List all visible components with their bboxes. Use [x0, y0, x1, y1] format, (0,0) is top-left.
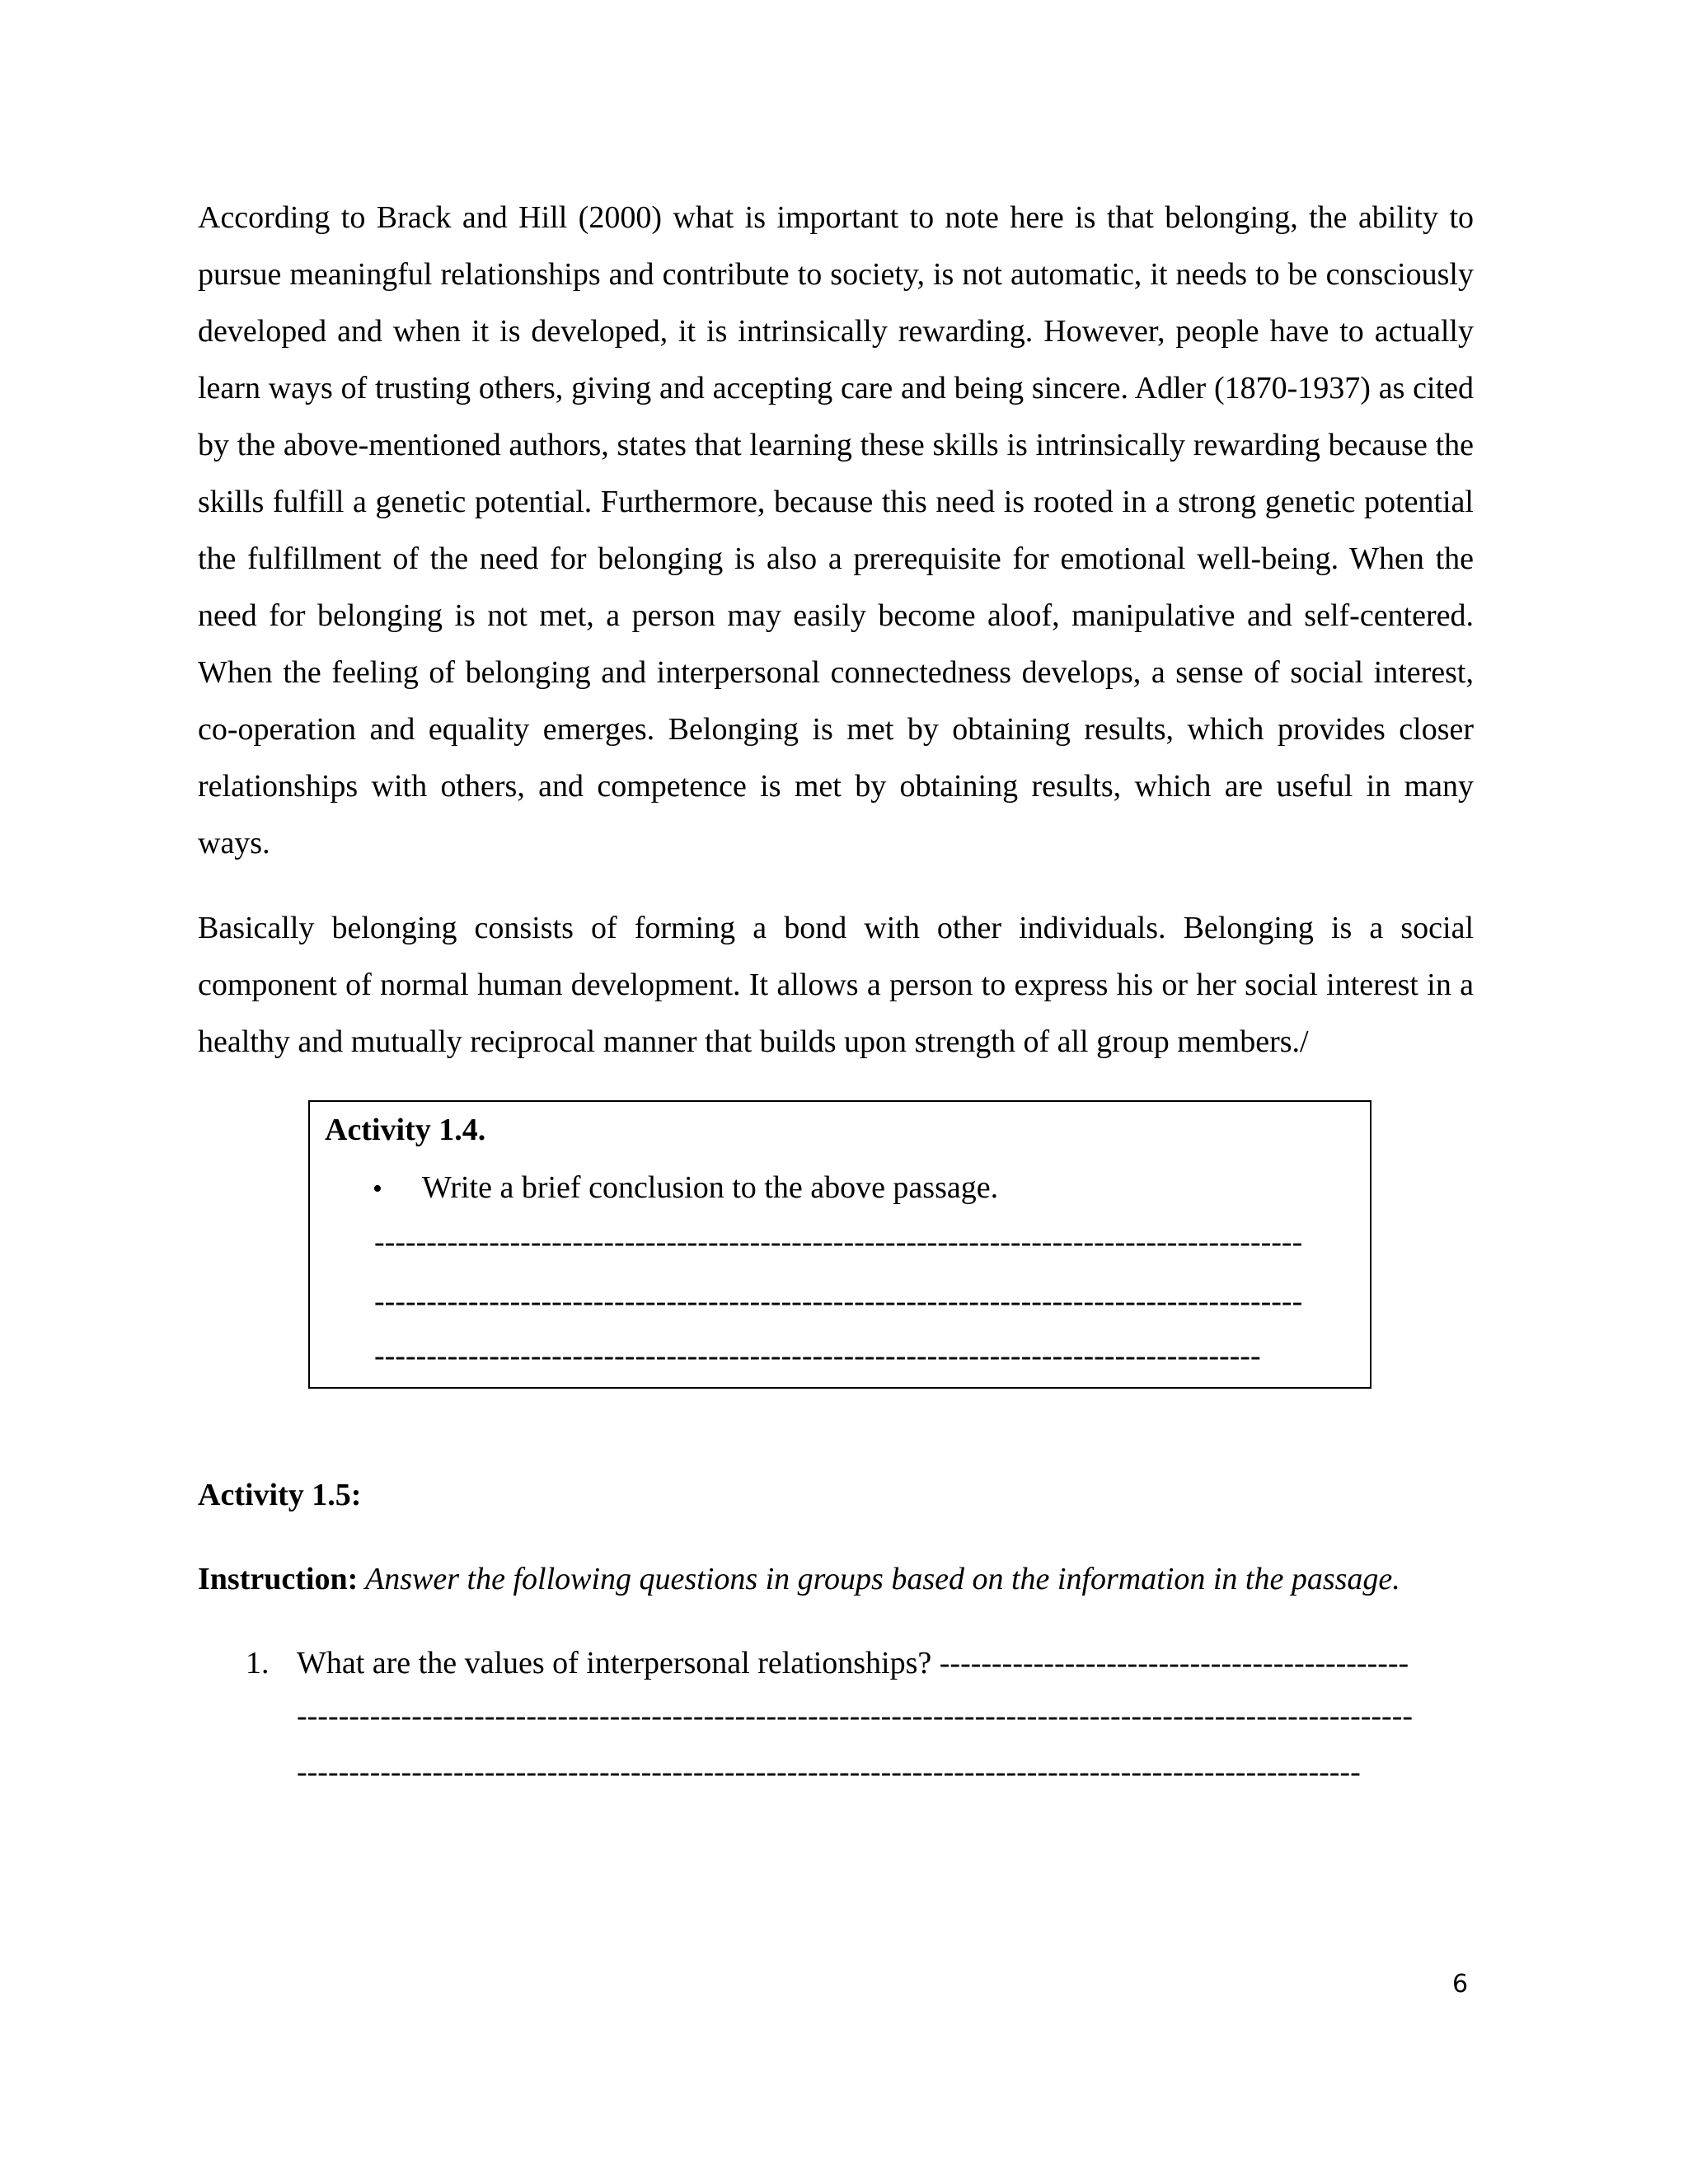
question-text: What are the values of interpersonal relationships? --------------------------------------------- — [297, 1646, 1409, 1680]
bullet-icon: • — [373, 1174, 382, 1204]
answer-line[interactable]: ------------------------------------------------------------------------------------- — [374, 1339, 1261, 1372]
instruction-label: Instruction: — [198, 1562, 359, 1596]
question-number: 1. — [246, 1646, 270, 1680]
activity-1-4-box — [308, 1100, 1372, 1389]
question-item — [246, 1640, 1475, 1686]
activity-1-5-instruction — [198, 1556, 1400, 1602]
body-paragraph: Basically belonging consists of forming a bond with other individuals. Belonging is a social component of normal human development. It allows a person to express his or her social interest in a healthy and mutually reciprocal manner that builds upon strength of all group members./ — [198, 911, 1474, 1059]
answer-line[interactable]: ------------------------------------------------------------------------------------------------------ — [297, 1755, 1361, 1788]
page-number: 6 — [1452, 1970, 1469, 1999]
activity-1-4-item-text: Write a brief conclusion to the above passage. — [422, 1170, 999, 1205]
instruction-text: Answer the following questions in groups based on the information in the passage. — [358, 1562, 1400, 1596]
answer-line[interactable]: ----------------------------------------------------------------------------------------- — [374, 1226, 1303, 1258]
body-paragraph: According to Brack and Hill (2000) what is important to note here is that belonging, the ability to pursue meaningful relationships and contribute to society, is not automatic, it needs to be consciously developed and when it is developed, it is intrinsically rewarding. However, people have to actually learn ways of trusting others, giving and accepting care and being sincere. Adler (1870-1937) as cited by the above-mentioned authors, states that learning these skills is intrinsically rewarding because the skills fulfill a genetic potential. Furthermore, because this need is rooted in a strong genetic potential the fulfillment of the need for belonging is also a prerequisite for emotional well-being. When the need for belonging is not met, a person may easily become aloof, manipulative and self-centered. When the feeling of belonging and interpersonal connectedness develops, a sense of social interest, co-operation and equality emerges. Belonging is met by obtaining results, which provides closer relationships with others, and competence is met by obtaining results, which are useful in many ways. — [198, 200, 1474, 860]
answer-line[interactable]: ----------------------------------------------------------------------------------------- — [374, 1285, 1303, 1318]
activity-1-4-bullet-item — [373, 1165, 998, 1212]
answer-line[interactable]: ----------------------------------------------------------------------------------------------------------- — [297, 1699, 1414, 1732]
activity-1-4-title: Activity 1.4. — [325, 1113, 486, 1147]
activity-1-5-heading: Activity 1.5: — [198, 1478, 362, 1512]
